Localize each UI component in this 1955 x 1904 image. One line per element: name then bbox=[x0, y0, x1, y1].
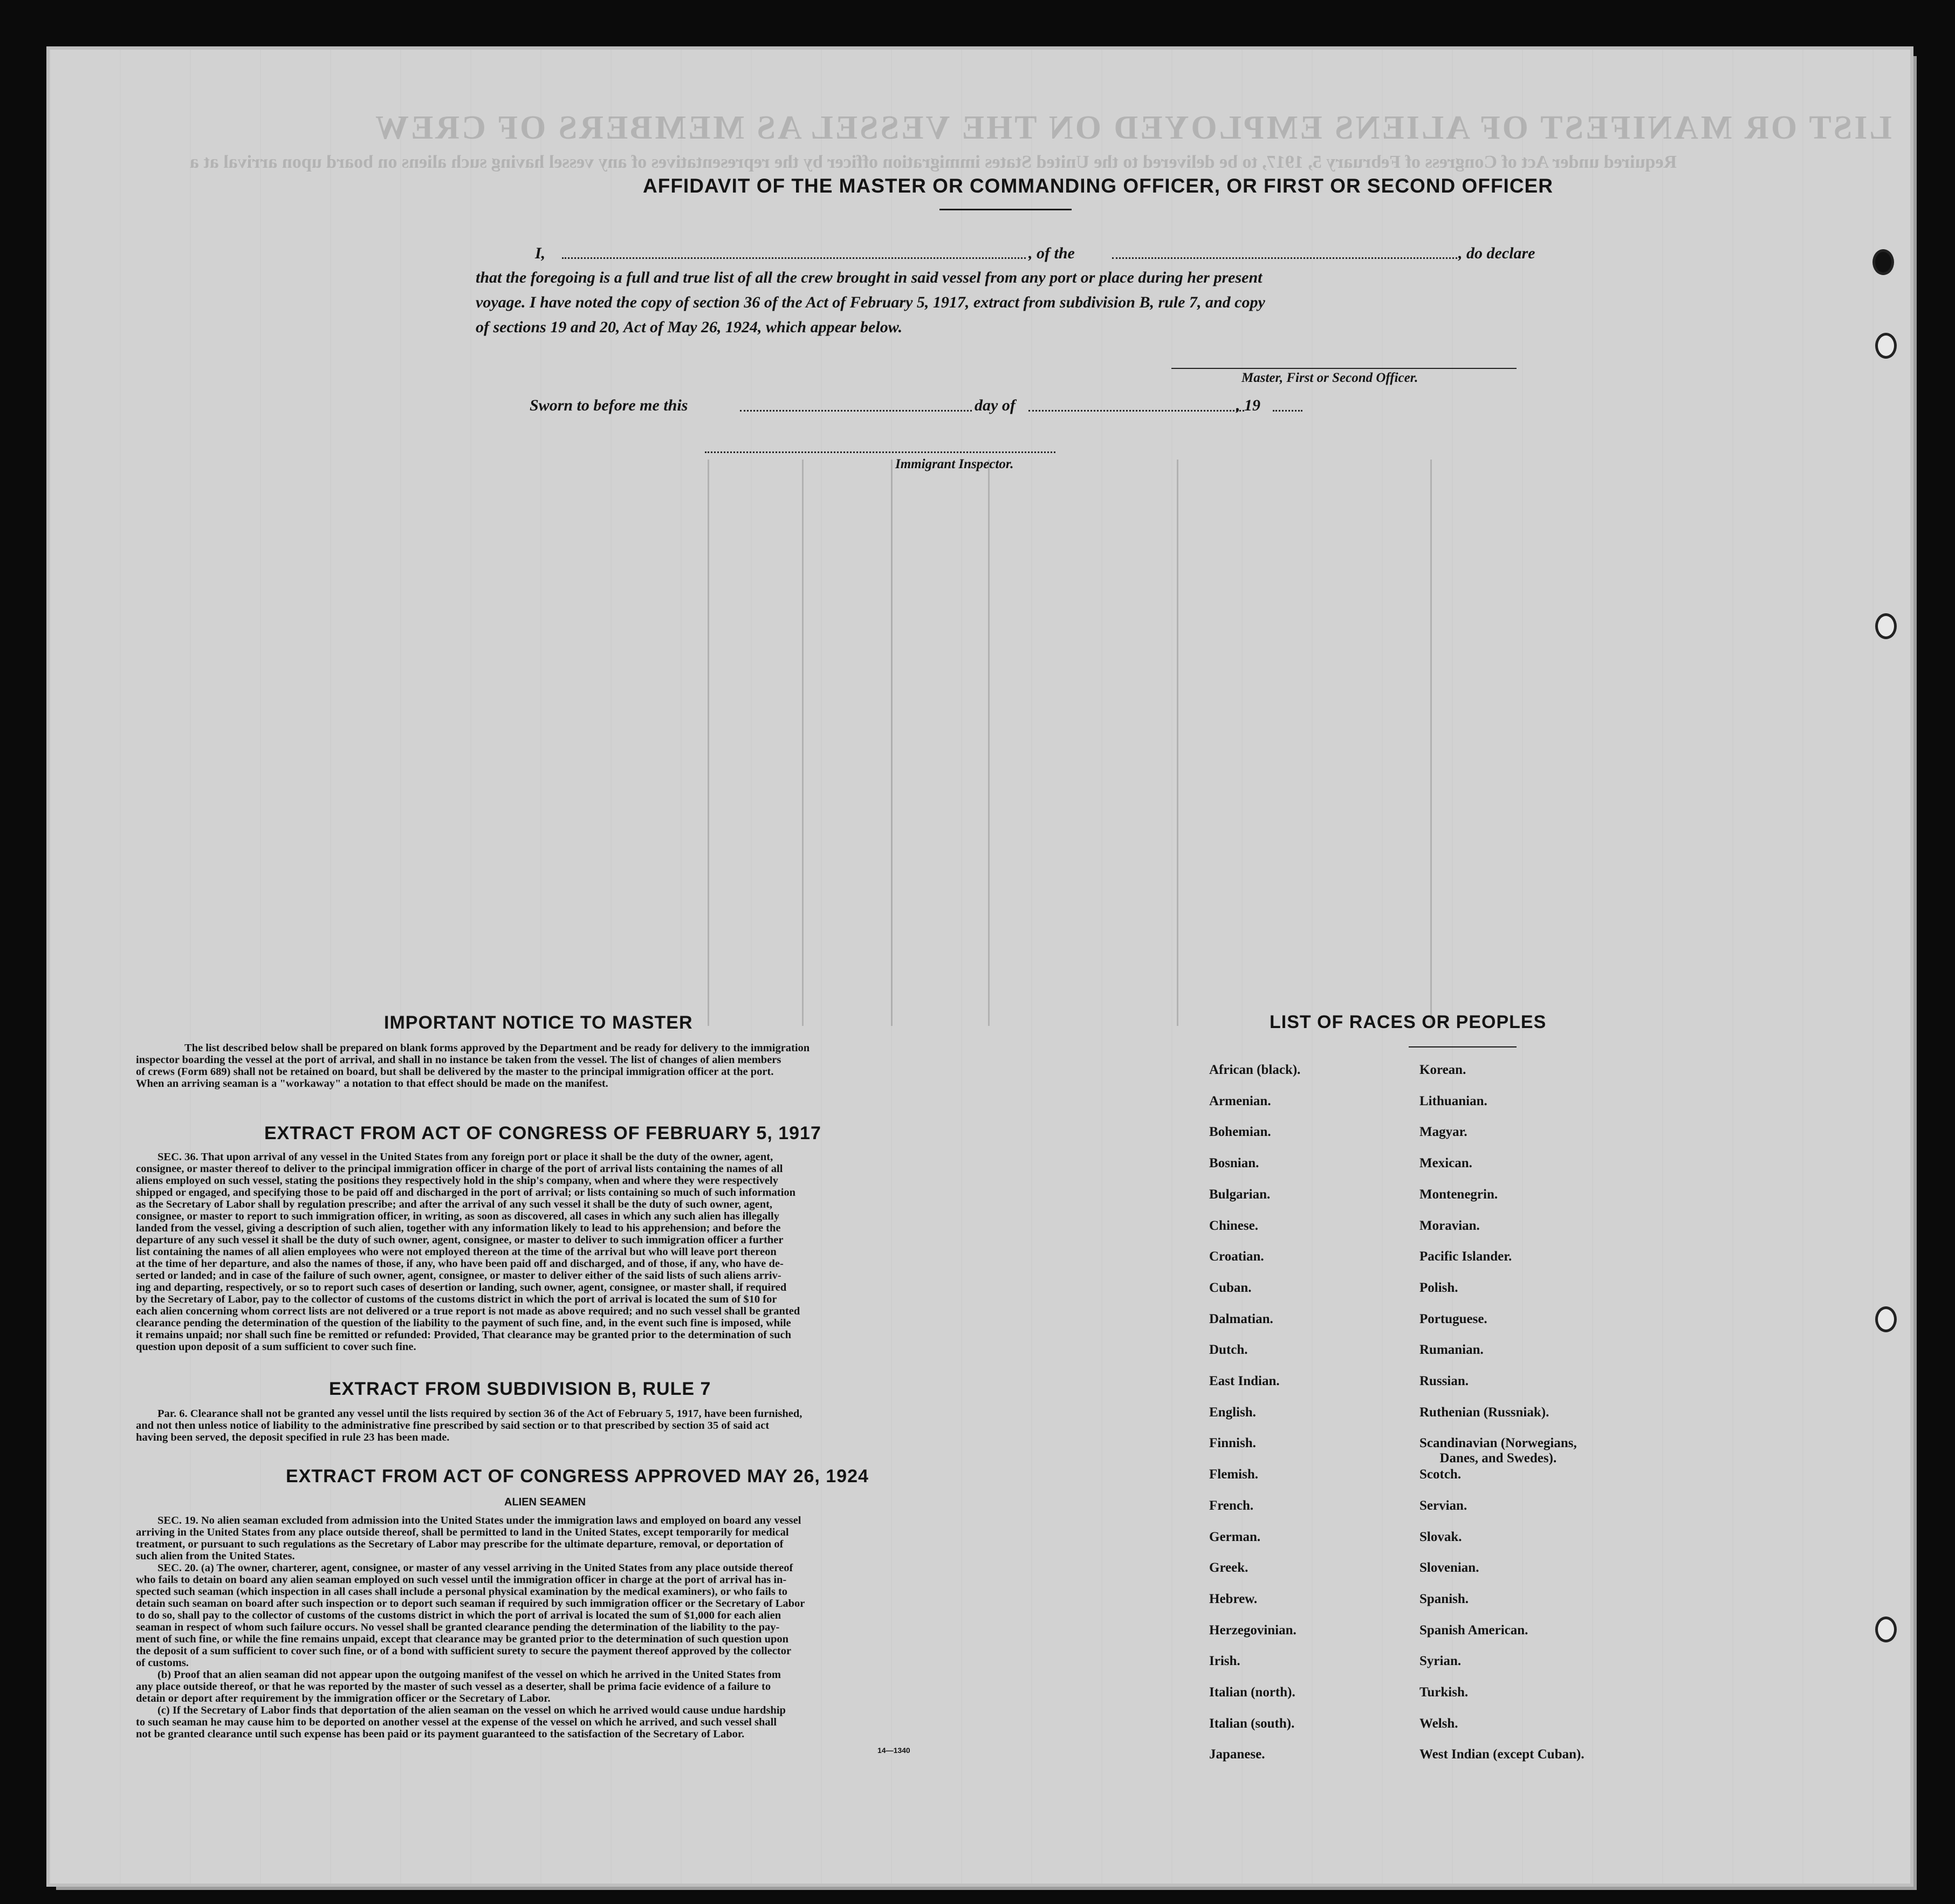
race-item: Russian. bbox=[1419, 1374, 1469, 1388]
race-item: Ruthenian (Russniak). bbox=[1419, 1405, 1549, 1420]
sworn-month-line bbox=[1028, 410, 1244, 412]
punch-hole bbox=[1875, 333, 1897, 359]
race-item: Magyar. bbox=[1419, 1125, 1467, 1140]
race-item: Italian (north). bbox=[1209, 1685, 1295, 1700]
race-item: Scandinavian (Norwegians, Danes, and Swedes). bbox=[1419, 1436, 1577, 1466]
extract-1917-title: EXTRACT FROM ACT OF CONGRESS OF FEBRUARY 5, 1917 bbox=[264, 1123, 821, 1143]
race-item: Turkish. bbox=[1419, 1685, 1469, 1700]
race-item: Slovak. bbox=[1419, 1529, 1462, 1544]
race-item: Pacific Islander. bbox=[1419, 1249, 1512, 1264]
vessel-name-line bbox=[1112, 257, 1457, 259]
ghost-column-rule bbox=[1177, 460, 1178, 1026]
manifest-back-page bbox=[50, 50, 1910, 1884]
race-item: Japanese. bbox=[1209, 1747, 1265, 1762]
alien-seamen-subtitle: ALIEN SEAMEN bbox=[504, 1496, 586, 1508]
extract-1917-body: SEC. 36. That upon arrival of any vessel in the United States from any foreign port or place it shall be the duty of the owner, agent, consignee, or master thereof to deliver to the principal immigration officer in charge of the port of arrival lists containing the names of all aliens employed on such vessel, stating the positions they respectively hold in the ship's company, when and where they were respectively shipped or engaged, and specifying those to be paid off and discharged in the port of arrival; or lists containing so much of such information as the Secretary of Labor shall by regulation prescribe; and after the arrival of any such vessel it shall be the duty of such owner, agent, consignee, or master to report to such immigration officer, in writing, as soon as discovered, all cases in which any such alien has illegally landed from the vessel, giving a description of such alien, together with any information likely to lead to his apprehension; and before the departure of any such vessel it shall be the duty of such owner, agent, consignee, or master to deliver to such immigration officer a further list containing the names of all alien employees who were not employed thereon at the time of the arrival but who will leave port thereon at the time of her departure, and also the names of those, if any, who have been paid off and discharged, and of those, if any, who have de- serted or landed; and in case of the failure of such owner, agent, consignee, or master to deliver either of the said lists of such aliens arriv- ing and departing, respectively, or so to report such cases of desertion or landing, such owner, agent, consignee, or master shall, if required by the Secretary of Labor, pay to the collector of customs of the customs district in which the port of arrival is located the sum of $10 for each alien concerning whom correct lists are not delivered or a true report is not made as above required; and no such vessel shall be granted clearance pending the determination of the question of the liability to the payment of such fine, and, in the event such fine is imposed, while it remains unpaid; nor shall such fine be remitted or refunded: Provided, That clearance may be granted prior to the determination of such question upon deposit of a sum sufficient to cover such fine. bbox=[136, 1151, 800, 1353]
punch-hole bbox=[1875, 613, 1897, 639]
race-item: Greek. bbox=[1209, 1560, 1249, 1576]
races-title: LIST OF RACES OR PEOPLES bbox=[1270, 1012, 1547, 1032]
master-signature-line bbox=[1171, 368, 1517, 369]
race-item: Spanish American. bbox=[1419, 1622, 1528, 1638]
title-underline bbox=[939, 209, 1072, 210]
ghost-column-rule bbox=[1430, 460, 1432, 1026]
extract-1924-body: SEC. 19. No alien seaman excluded from admission into the United States under the immigration laws and employed on board any vessel arriving in the United States from any place outside thereof, shall be permitted to land in the United States, except temporarily for medical treatment, or pursuant to such regulations as the Secretary of Labor may prescribe for the ultimate departure, removal, or deportation of such alien from the United States. SEC. 20. (a) The owner, charterer, agent, consignee, or master of any vessel arriving in the United States from any place outside thereof who fails to detain on board any alien seaman employed on such vessel until the immigration officer in charge at the port of arrival has in- spected such seaman (which inspection in all cases shall include a personal physical examination by the medical examiners), or who fails to detain such seaman on board after such inspection or to deport such seaman if required by such immigration officer or the Secretary of Labor to do so, shall pay to the collector of customs of the customs district in which the port of arrival is located the sum of $1,000 for each alien seaman in respect of whom such failure occurs. No vessel shall be granted clearance pending the determination of the liability to the pay- ment of such fine, or while the fine remains unpaid, except that clearance may be granted prior to the determination of such question upon the deposit of a sum sufficient to cover such fine, or of a bond with sufficient surety to secure the payment thereof approved by the collector of customs. (b) Proof that an alien seaman did not appear upon the outgoing manifest of the vessel on which he arrived in the United States from any place outside thereof, or that he was reported by the master of such vessel as a deserter, shall be prima facie evidence of a failure to detain or deport after requirement by the immigration officer or the Secretary of Labor. (c) If the Secretary of Labor finds that deportation of the alien seaman on the vessel on which he arrived would cause undue hardship to such seaman he may cause him to be deported on another vessel at the expense of the vessel on which he arrived, and such vessel shall not be granted clearance until such expense has been paid or its payment guaranteed to the satisfaction of the Secretary of Labor. bbox=[136, 1515, 805, 1740]
race-item: Servian. bbox=[1419, 1498, 1467, 1513]
race-item: Portuguese. bbox=[1419, 1311, 1487, 1326]
affidavit-line-2: that the foregoing is a full and true list of all the crew brought in said vessel from any port or place during her present bbox=[476, 269, 1263, 286]
subdivision-b-body: Par. 6. Clearance shall not be granted any vessel until the lists required by section 36 of the Act of February 5, 1917, have been furnished, and not then unless notice of liability to the administrative fine prescribed by said section or to that prescribed by section 35 of said act having been served, the deposit specified in rule 23 has been made. bbox=[136, 1408, 802, 1443]
race-item: African (black). bbox=[1209, 1063, 1301, 1077]
race-item: Chinese. bbox=[1209, 1218, 1258, 1233]
race-item: Welsh. bbox=[1419, 1716, 1458, 1731]
year-label: , 19 bbox=[1236, 396, 1260, 414]
race-item: Spanish. bbox=[1419, 1591, 1469, 1606]
ghost-column-rule bbox=[708, 460, 709, 1026]
race-item: Armenian. bbox=[1209, 1093, 1271, 1108]
race-item: Bosnian. bbox=[1209, 1156, 1259, 1171]
punch-hole bbox=[1875, 1306, 1897, 1332]
races-title-underline bbox=[1409, 1046, 1517, 1047]
affidavit-line-4: of sections 19 and 20, Act of May 26, 1924, which appear below. bbox=[476, 318, 903, 336]
race-item: Bohemian. bbox=[1209, 1125, 1271, 1140]
ghost-column-rule bbox=[891, 460, 893, 1026]
race-item: English. bbox=[1209, 1405, 1256, 1420]
race-item: Italian (south). bbox=[1209, 1716, 1295, 1731]
race-item: West Indian (except Cuban). bbox=[1419, 1747, 1584, 1762]
extract-1924-title: EXTRACT FROM ACT OF CONGRESS APPROVED MAY 26, 1924 bbox=[286, 1466, 869, 1487]
affidavit-i: I, bbox=[535, 244, 546, 262]
race-item: Flemish. bbox=[1209, 1467, 1258, 1482]
bleed-through-subtitle: Required under Act of Congress of February 5, 1917, to be delivered to the United States immigration officer by the representatives of any vessel having such aliens on board upon arrival at a bbox=[190, 152, 1677, 172]
race-item: French. bbox=[1209, 1498, 1254, 1513]
day-of-label: day of bbox=[975, 396, 1016, 414]
race-item: Irish. bbox=[1209, 1654, 1240, 1669]
form-number: 14—1340 bbox=[877, 1746, 910, 1755]
race-item: Herzegovinian. bbox=[1209, 1622, 1297, 1638]
affidavit-line-3: voyage. I have noted the copy of section 36 of the Act of February 5, 1917, extract from subdivision B, rule 7, and copy bbox=[476, 293, 1265, 311]
race-item: Croatian. bbox=[1209, 1249, 1264, 1264]
race-item: Dutch. bbox=[1209, 1343, 1248, 1358]
affidavit-declare: , do declare bbox=[1458, 244, 1535, 262]
race-item: Cuban. bbox=[1209, 1280, 1252, 1295]
race-item: Polish. bbox=[1419, 1280, 1458, 1295]
sworn-day-line bbox=[740, 410, 972, 412]
race-item: Lithuanian. bbox=[1419, 1093, 1487, 1108]
ghost-column-rule bbox=[802, 460, 804, 1026]
inspector-signature-line bbox=[705, 451, 1055, 453]
race-item: East Indian. bbox=[1209, 1374, 1280, 1388]
race-item: Dalmatian. bbox=[1209, 1311, 1273, 1326]
punch-hole bbox=[1875, 1617, 1897, 1642]
race-item: Moravian. bbox=[1419, 1218, 1480, 1233]
officer-name-line bbox=[562, 257, 1026, 259]
notice-body: The list described below shall be prepared on blank forms approved by the Department and be ready for delivery to the immigration inspector boarding the vessel at the port of arrival, and shall in no instance be taken from the vessel. The list of changes of alien members of crews (Form 689) shall not be retained on board, but shall be delivered by the master to the principal immigration officer at the port. When an arriving seaman is a "workaway" a notation to that effect should be made on the manifest. bbox=[136, 1042, 810, 1090]
race-item: German. bbox=[1209, 1529, 1261, 1544]
race-item: Bulgarian. bbox=[1209, 1187, 1271, 1202]
notice-title: IMPORTANT NOTICE TO MASTER bbox=[384, 1012, 693, 1033]
affidavit-title: AFFIDAVIT OF THE MASTER OR COMMANDING OFFICER, OR FIRST OR SECOND OFFICER bbox=[643, 175, 1553, 197]
race-item: Mexican. bbox=[1419, 1156, 1472, 1171]
race-item: Finnish. bbox=[1209, 1436, 1256, 1451]
sworn-year-line bbox=[1273, 410, 1302, 412]
race-item: Montenegrin. bbox=[1419, 1187, 1498, 1202]
race-item: Syrian. bbox=[1419, 1654, 1462, 1669]
subdivision-b-title: EXTRACT FROM SUBDIVISION B, RULE 7 bbox=[329, 1379, 711, 1399]
sworn-label: Sworn to before me this bbox=[530, 396, 688, 414]
race-item: Slovenian. bbox=[1419, 1560, 1479, 1576]
bleed-through-title: LIST OR MANIFEST OF ALIENS EMPLOYED ON THE VESSEL AS MEMBERS OF CREW bbox=[373, 109, 1892, 146]
race-item: Rumanian. bbox=[1419, 1343, 1484, 1358]
punch-hole bbox=[1872, 249, 1894, 275]
race-item: Scotch. bbox=[1419, 1467, 1462, 1482]
ghost-column-rule bbox=[988, 460, 990, 1026]
inspector-caption: Immigrant Inspector. bbox=[895, 457, 1014, 471]
affidavit-of-the: , of the bbox=[1028, 244, 1075, 262]
race-item: Korean. bbox=[1419, 1063, 1466, 1077]
race-item: Hebrew. bbox=[1209, 1591, 1258, 1606]
master-signature-caption: Master, First or Second Officer. bbox=[1241, 371, 1418, 385]
